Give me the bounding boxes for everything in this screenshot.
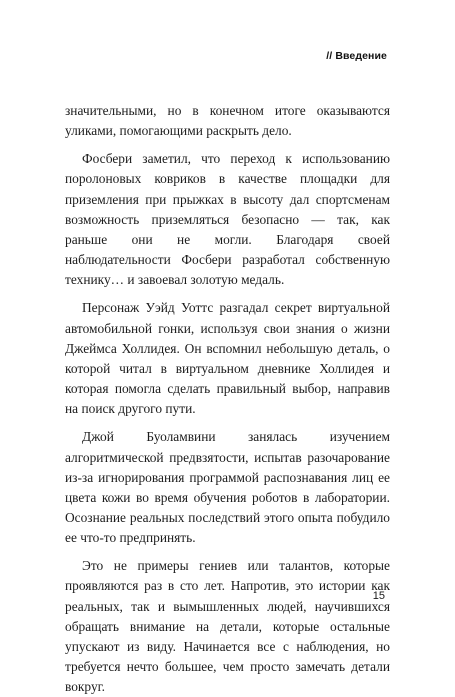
paragraph-fosbury: Фосбери заметил, что переход к использованию поролоновых ковриков в качестве площадки для приземления при прыжках в высоту дал спортсменам возможность приземляться безопасно — так, как раньше они не могли. Благодаря своей наблюдательности Фосбери разработал собственную технику… и завоевал золотую медаль.	[65, 151, 390, 288]
paragraph-wade-watts: Персонаж Уэйд Уоттс разгадал секрет виртуальной автомобильной гонки, используя свои знания о жизни Джеймса Холлидея. Он вспомнил небольшую деталь, о которой читал в виртуальном дневнике Холлидея и которая помогла сделать правильный выбор, направив на поиск другого пути.	[65, 300, 390, 417]
paragraph-continuation: значительными, но в конечном итоге оказываются уликами, помогающими раскрыть дело.	[65, 103, 390, 139]
paragraph-conclusion: Это не примеры гениев или талантов, которые проявляются раз в сто лет. Напротив, это истории как реальных, так и вымышленных людей, научившихся обращать внимание на детали, которые остальные упускают из виду. Начинается все с наблюдения, но требуется нечто большее, чем просто замечать детали вокруг.	[65, 558, 390, 695]
body-text	[65, 101, 390, 697]
page-number: 15	[372, 590, 385, 602]
paragraph-joy-buolamwini: Джой Буоламвини занялась изучением алгоритмической предвзятости, испытав разочарование из-за игнорирования программой распознавания лиц ее цвета кожи во время обучения роботов в лаборатории. Осознание реальных последствий этого опыта побудило ее что-то предпринять.	[65, 429, 390, 546]
running-header-section-title: // Введение	[326, 50, 387, 62]
